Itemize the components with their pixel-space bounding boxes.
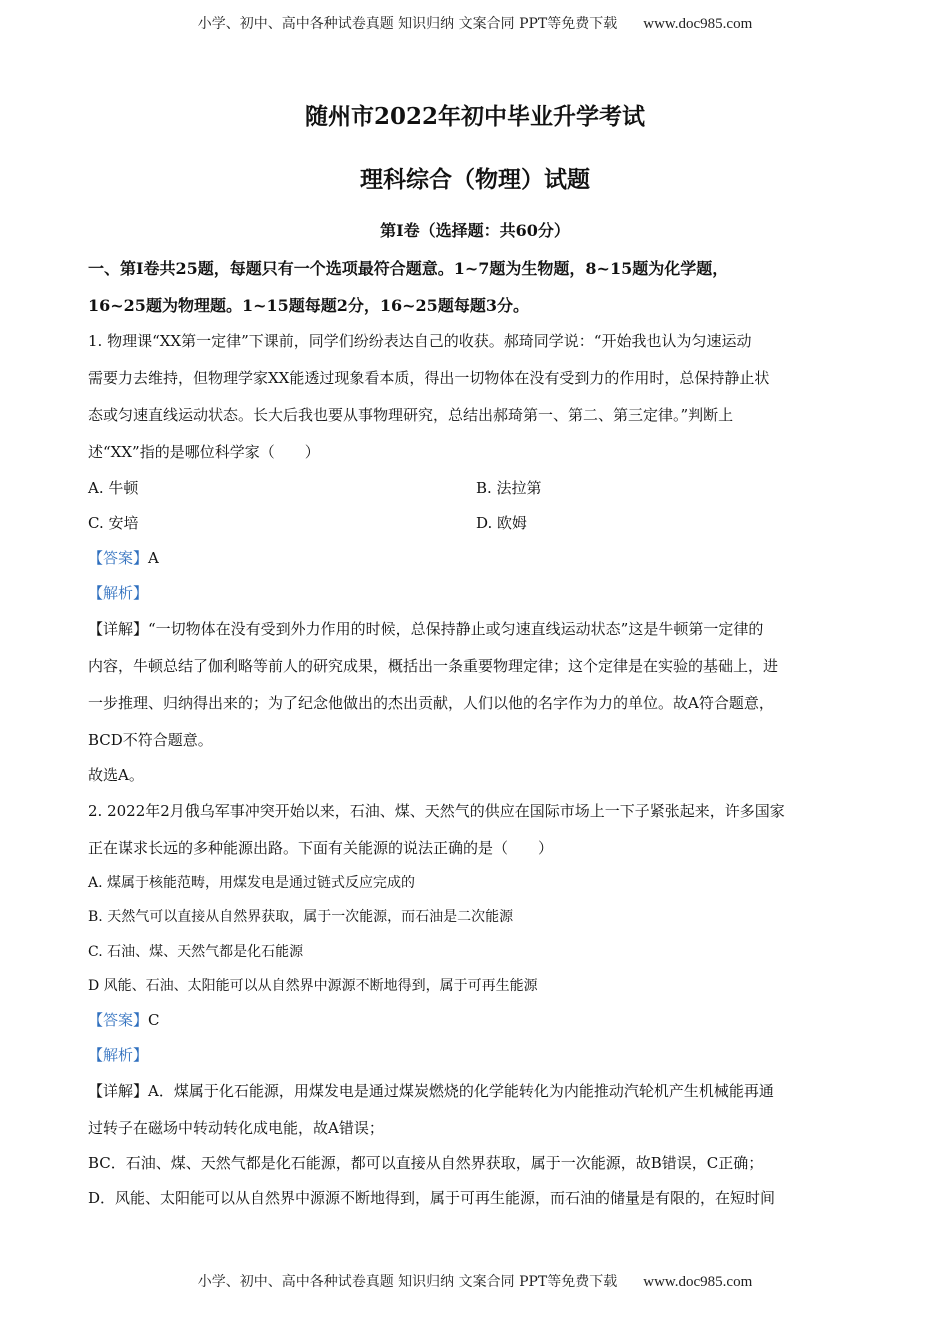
q1-option-b: B. 法拉第	[476, 479, 542, 497]
q2-detail-line: 【详解】A．煤属于化石能源，用煤发电是通过煤炭燃烧的化学能转化为内能推动汽轮机产生机械能再通	[88, 1082, 774, 1100]
q2-stem-line: 2. 2022年2月俄乌军事冲突开始以来，石油、煤、天然气的供应在国际市场上一下子紧张起来，许多国家	[88, 802, 785, 820]
q2-stem-line: 正在谋求长远的多种能源出路。下面有关能源的说法正确的是（ ）	[88, 839, 554, 857]
q1-stem-line: 态或匀速直线运动状态。长大后我也要从事物理研究，总结出郝琦第一、第二、第三定律。”判断上	[88, 406, 734, 424]
q1-answer	[88, 547, 159, 568]
q1-option-c: C. 安培	[88, 514, 139, 532]
q2-option-c: C. 石油、煤、天然气都是化石能源	[88, 944, 304, 960]
q1-detail-line: 【详解】“一切物体在没有受到外力作用的时候，总保持静止或匀速直线运动状态”这是牛顿第一定律的	[88, 620, 764, 638]
q1-conclusion: 故选A。	[88, 766, 144, 784]
q1-option-a: A. 牛顿	[88, 479, 139, 497]
instruction-line: 一、第I卷共25题，每题只有一个选项最符合题意。1~7题为生物题，8~15题为化学题，	[88, 259, 729, 278]
exam-title: 随州市2022年初中毕业升学考试	[304, 103, 645, 130]
detail-tag: 【详解】	[88, 1082, 149, 1100]
q2-detail-line: D．风能、太阳能可以从自然界中源源不断地得到，属于可再生能源，而石油的储量是有限的，在短时间	[88, 1189, 776, 1207]
header-site[interactable]: www.doc985.com	[643, 16, 753, 32]
footer-site[interactable]: www.doc985.com	[643, 1274, 753, 1290]
exam-subtitle: 理科综合（物理）试题	[360, 166, 590, 193]
q2-detail-line: 过转子在磁场中转动转化成电能，故A错误；	[88, 1119, 384, 1137]
q2-option-b: B. 天然气可以直接从自然界获取，属于一次能源，而石油是二次能源	[88, 909, 514, 925]
q2-answer	[88, 1009, 160, 1030]
footer-text: 小学、初中、高中各种试卷真题 知识归纳 文案合同 PPT等免费下载	[197, 1274, 618, 1290]
q1-detail-line: 一步推理、归纳得出来的；为了纪念他做出的杰出贡献，人们以他的名字作为力的单位。故A符合题意，	[88, 694, 774, 712]
q1-stem-line: 1. 物理课“XX第一定律”下课前，同学们纷纷表达自己的收获。郝琦同学说：“开始我也认为匀速运动	[88, 332, 752, 350]
q1-option-d: D. 欧姆	[476, 514, 528, 532]
q1-stem-line: 需要力去维持，但物理学家XX能透过现象看本质，得出一切物体在没有受到力的作用时，总保持静止状	[88, 369, 770, 387]
page-header	[0, 13, 950, 33]
header-text: 小学、初中、高中各种试卷真题 知识归纳 文案合同 PPT等免费下载	[197, 16, 618, 32]
q1-analysis-tag: 【解析】	[88, 584, 149, 602]
q1-detail-line: 内容，牛顿总结了伽利略等前人的研究成果，概括出一条重要物理定律；这个定律是在实验的基础上，进	[88, 657, 779, 675]
page-footer	[0, 1271, 950, 1291]
q2-analysis-tag: 【解析】	[88, 1046, 149, 1064]
q2-option-a: A. 煤属于核能范畴，用煤发电是通过链式反应完成的	[88, 875, 416, 891]
q1-stem-line: 述“XX”指的是哪位科学家（ ）	[88, 443, 320, 461]
q2-option-d: D 风能、石油、太阳能可以从自然界中源源不断地得到，属于可再生能源	[88, 978, 538, 994]
q2-detail-line: BC．石油、煤、天然气都是化石能源，都可以直接从自然界获取，属于一次能源，故B错误，C正确；	[88, 1154, 764, 1172]
q1-detail-line: BCD不符合题意。	[88, 731, 213, 749]
answer-value: A	[148, 549, 159, 567]
section-heading: 第I卷（选择题：共60分）	[380, 221, 570, 240]
answer-tag: 【答案】	[88, 549, 149, 567]
answer-tag: 【答案】	[88, 1011, 149, 1029]
instruction-line: 16~25题为物理题。1~15题每题2分，16~25题每题3分。	[88, 296, 529, 315]
answer-value: C	[148, 1011, 160, 1029]
detail-tag: 【详解】	[88, 620, 149, 638]
